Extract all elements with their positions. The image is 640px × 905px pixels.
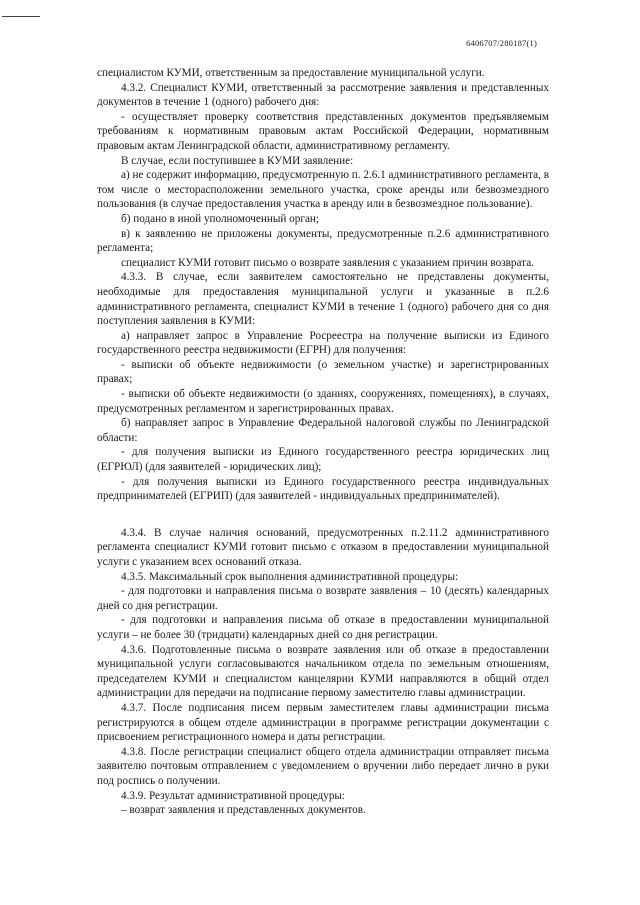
paragraph: 4.3.6. Подготовленные письма о возврате заявления или об отказе в предоставлении муниципальной услуги согласовываются начальником отдела по земельным отношениям, председателем КУМИ и специалистом канцелярии КУМИ направляются в общий отдел администрации для передачи на подписание первому заместителю главы администрации.: [97, 643, 549, 700]
document-body: [97, 66, 549, 818]
paragraph: - для подготовки и направления письма об отказе в предоставлении муниципальной услуги – не более 30 (тридцати) календарных дней со дня регистрации.: [97, 614, 549, 641]
paragraph: а) не содержит информацию, предусмотренную п. 2.6.1 административного регламента, в том числе о месторасположении земельного участка, сроке аренды или безвозмездного пользования (в случае предоставления участка в аренду или в безвозмездное пользование).: [97, 169, 549, 211]
paragraph: В случае, если поступившее в КУМИ заявление:: [121, 154, 354, 167]
paragraph: б) направляет запрос в Управление Федеральной налоговой службы по Ленинградской области:: [97, 417, 549, 444]
paragraph: в) к заявлению не приложены документы, предусмотренные п.2.6 административного регламента;: [97, 227, 549, 255]
paragraph: - осуществляет проверку соответствия представленных документов предъявляемым требованиям к нормативным правовым актам Российской Федерации, нормативным правовым актам Ленинградской области, административному регламенту.: [97, 110, 549, 152]
paragraph: 4.3.8. После регистрации специалист общего отдела администрации отправляет письма заявителю почтовым отправлением с уведомлением о вручении либо передает лично в руки под роспись о получении.: [97, 745, 549, 787]
spacer: [97, 504, 549, 526]
paragraph: 4.3.3. В случае, если заявителем самостоятельно не представлены документы, необходимые для предоставления муниципальной услуги и указанные в п.2.6 административного регламента, специалист КУМИ в течение 1 (одного) рабочего дня со дня поступления заявления в КУМИ:: [97, 271, 549, 328]
paragraph: - выписки об объекте недвижимости (о земельном участке) и зарегистрированных правах;: [97, 358, 549, 386]
paragraph: - для подготовки и направления письма о возврате заявления – 10 (десять) календарных дней со дня регистрации.: [97, 585, 549, 612]
paragraph: - выписки об объекте недвижимости (о зданиях, сооружениях, помещениях), в случаях, предусмотренных регламентом и зарегистрированных правах.: [97, 388, 549, 415]
paragraph: - для получения выписки из Единого государственного реестра юридических лиц (ЕГРЮЛ) (для заявителей - юридических лиц);: [97, 446, 549, 474]
paragraph: – возврат заявления и представленных документов.: [121, 804, 366, 817]
document-id: 6406707/280187(1): [466, 38, 537, 48]
paragraph: специалистом КУМИ, ответственным за предоставление муниципальной услуги.: [97, 67, 485, 79]
paragraph: а) направляет запрос в Управление Росреестра на получение выписки из Единого государственного реестра недвижимости (ЕГРН) для получения:: [97, 329, 549, 357]
paragraph: 4.3.2. Специалист КУМИ, ответственный за рассмотрение заявления и представленных документов в течение 1 (одного) рабочего дня:: [97, 81, 549, 109]
paragraph: 4.3.4. В случае наличия оснований, предусмотренных п.2.11.2 административного регламента специалист КУМИ готовит письмо с отказом в предоставлении муниципальной услуги с указанием всех оснований отказа.: [97, 526, 549, 568]
paragraph: - для получения выписки из Единого государственного реестра индивидуальных предпринимателей (ЕГРИП) (для заявителей - индивидуальных предпринимателей).: [97, 475, 549, 503]
paragraph: 4.3.5. Максимальный срок выполнения административной процедуры:: [121, 570, 459, 583]
paragraph: 4.3.7. После подписания писем первым заместителем главы администрации письма регистрируются в общем отделе администрации в программе регистрации документации с присвоением регистрационного номера и даты регистрации.: [97, 701, 549, 744]
paragraph: б) подано в иной уполномоченный орган;: [121, 212, 320, 225]
paragraph: специалист КУМИ готовит письмо о возврате заявления с указанием причин возврата.: [121, 256, 534, 269]
paragraph: 4.3.9. Результат административной процедуры:: [121, 789, 346, 802]
top-rule-line: [2, 16, 40, 17]
